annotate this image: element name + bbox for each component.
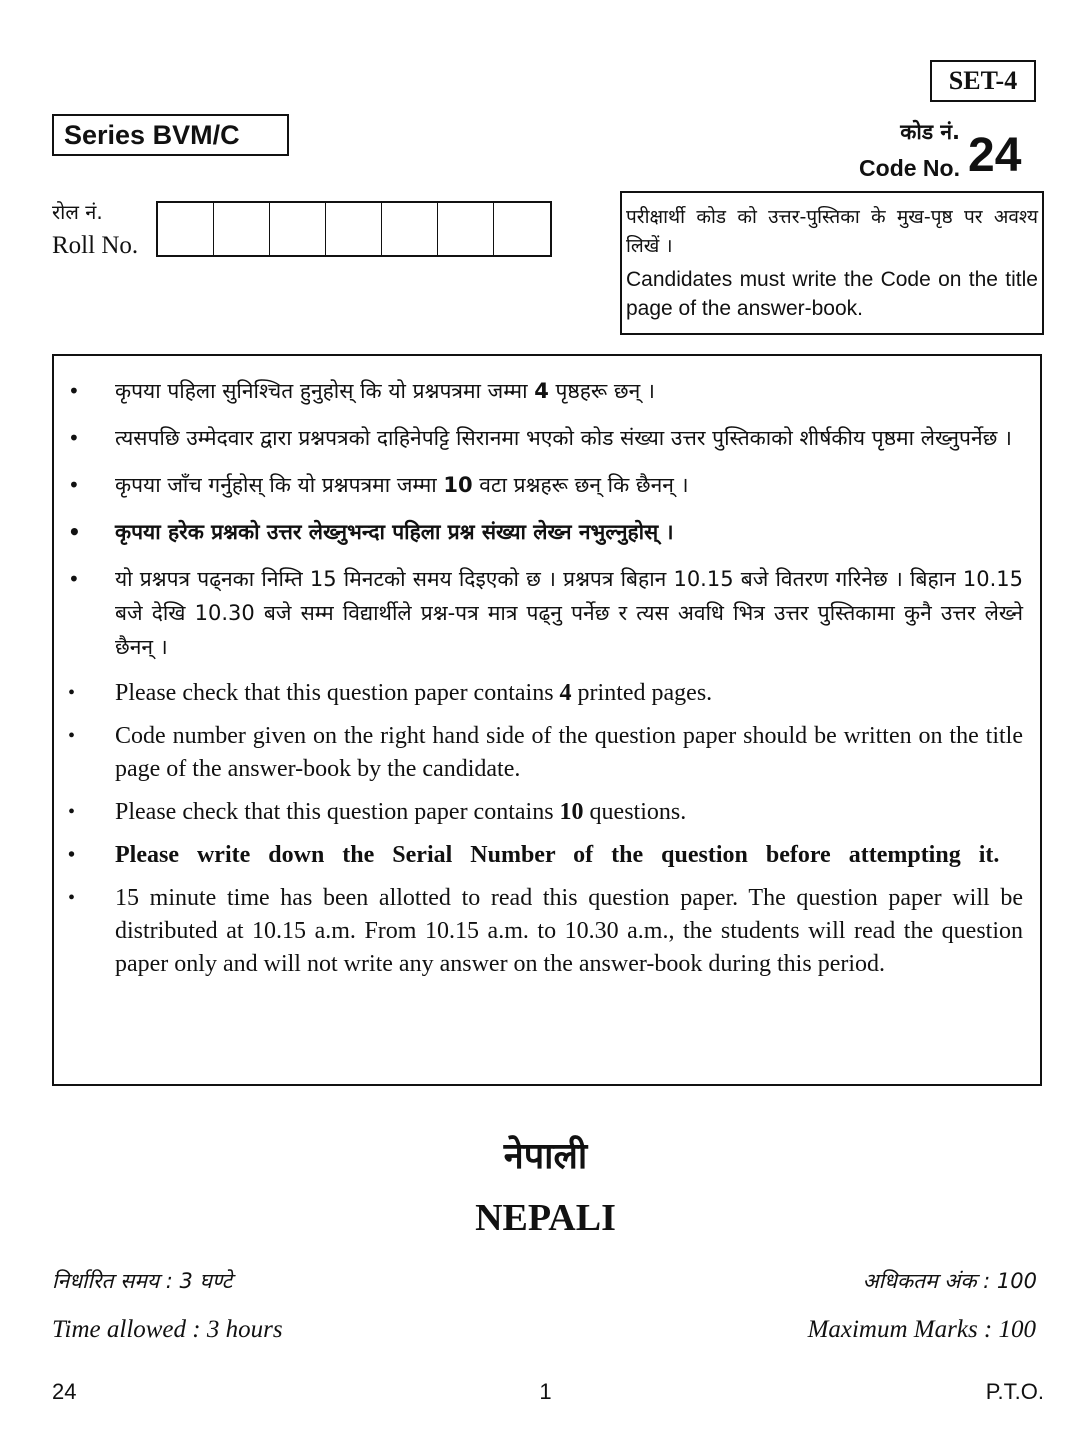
bullet-icon: •	[68, 725, 76, 747]
instruction-text: printed pages.	[571, 680, 713, 706]
instruction-item	[54, 882, 1040, 981]
instruction-item	[54, 374, 1040, 408]
footer-pto: P.T.O.	[985, 1379, 1044, 1404]
series-box	[52, 114, 289, 156]
instruction-item	[54, 796, 1040, 829]
roll-number-cell[interactable]	[158, 203, 214, 255]
roll-number-cell[interactable]	[214, 203, 270, 255]
footer-code: 24	[52, 1379, 77, 1404]
candidate-note-english: Candidates must write the Code on the title page of the answer-book.	[626, 268, 1038, 320]
instruction-item	[54, 468, 1040, 502]
instruction-text: 4	[534, 379, 549, 403]
bullet-icon: •	[68, 682, 76, 704]
roll-number-cell[interactable]	[326, 203, 382, 255]
bullet-icon: •	[68, 520, 81, 544]
roll-number-cell[interactable]	[382, 203, 438, 255]
subject-title-hindi: नेपाली	[503, 1136, 588, 1177]
instruction-text: Please check that this question paper contains	[115, 799, 560, 825]
instruction-text: 15 minute time has been allotted to read this question paper. The question paper will be distributed at 10.15 a.m. From 10.15 a.m. to 10.30 a.m., the students will read the question paper only and will not write any answer on the answer-book during this period.	[115, 885, 1023, 977]
max-marks-english: Maximum Marks : 100	[807, 1316, 1036, 1343]
instruction-text: कृपया पहिला सुनिश्चित हुनुहोस् कि यो प्रश्नपत्रमा जम्मा	[115, 379, 535, 403]
bullet-icon: •	[68, 567, 80, 591]
instruction-text: 10	[443, 473, 473, 497]
candidate-note-hindi: परीक्षार्थी कोड को उत्तर-पुस्तिका के मुख-पृष्ठ पर अवश्य लिखें ।	[626, 206, 1038, 257]
instruction-text: Please check that this question paper contains	[115, 680, 560, 706]
instruction-text: Code number given on the right hand side of the question paper should be written on the title page of the answer-book by the candidate.	[115, 723, 1023, 782]
instructions-list	[54, 374, 1040, 991]
series-label: Series BVM/C	[64, 119, 240, 150]
instruction-text: त्यसपछि उम्मेदवार द्वारा प्रश्नपत्रको दाहिनेपट्टि सिरानमा भएको कोड संख्या उत्तर पुस्तिकाको शीर्षकीय पृष्ठमा लेख्नुपर्नेछ ।	[115, 426, 1012, 450]
instructions-box	[52, 354, 1042, 1086]
instruction-text: Please write down the Serial Number of the question before attempting it.	[115, 842, 1000, 868]
roll-number-cell[interactable]	[494, 203, 550, 255]
roll-label-english: Roll No.	[52, 232, 139, 259]
instruction-text: कृपया जाँच गर्नुहोस् कि यो प्रश्नपत्रमा जम्मा	[115, 473, 444, 497]
time-allowed-english: Time allowed : 3 hours	[52, 1316, 283, 1343]
time-allowed-hindi: निर्धारित समय : 3 घण्टे	[52, 1269, 233, 1293]
instruction-item	[54, 421, 1040, 455]
subject-title-english: NEPALI	[475, 1197, 616, 1239]
instruction-text: 4	[559, 680, 572, 706]
instruction-text: वटा प्रश्नहरू छन् कि छैनन् ।	[472, 473, 689, 497]
bullet-icon: •	[68, 379, 80, 403]
instruction-item	[54, 720, 1040, 786]
bullet-icon: •	[68, 887, 76, 909]
set-label-box	[930, 60, 1036, 102]
set-label: SET-4	[948, 66, 1018, 95]
bullet-icon: •	[68, 801, 76, 823]
code-label-english: Code No.	[859, 155, 960, 181]
instruction-item	[54, 562, 1040, 664]
bullet-icon: •	[68, 426, 80, 450]
instruction-text: questions.	[583, 799, 687, 825]
code-label-hindi: कोड नं.	[900, 120, 960, 144]
instruction-item	[54, 677, 1040, 710]
code-number: 24	[968, 129, 1022, 182]
bullet-icon: •	[68, 844, 76, 866]
roll-number-cell[interactable]	[270, 203, 326, 255]
instruction-text: कृपया हरेक प्रश्नको उत्तर लेख्नुभन्दा पहिला प्रश्न संख्या लेख्न नभुल्नुहोस् ।	[115, 520, 674, 544]
instruction-text: पृष्ठहरू छन् ।	[548, 379, 655, 403]
footer-page-number: 1	[539, 1379, 552, 1404]
roll-label-hindi: रोल नं.	[52, 200, 103, 224]
candidate-note-box	[620, 191, 1044, 335]
roll-number-boxes[interactable]	[156, 201, 552, 257]
max-marks-hindi: अधिकतम अंक : 100	[862, 1269, 1037, 1293]
roll-number-cell[interactable]	[438, 203, 494, 255]
instruction-item	[54, 515, 1040, 549]
bullet-icon: •	[68, 473, 80, 497]
instruction-item	[54, 839, 1040, 872]
instruction-text: 10	[559, 799, 584, 825]
instruction-text: यो प्रश्नपत्र पढ्नका निम्ति 15 मिनटको समय दिइएको छ । प्रश्नपत्र बिहान 10.15 बजे वितरण गरिनेछ । बिहान 10.15 बजे देखि 10.30 बजे सम्म विद्यार्थीले प्रश्न-पत्र मात्र पढ्नु पर्नेछ र त्यस अवधि भित्र उत्तर पुस्तिकामा कुनै उत्तर लेख्ने छैनन् ।	[115, 567, 1023, 659]
